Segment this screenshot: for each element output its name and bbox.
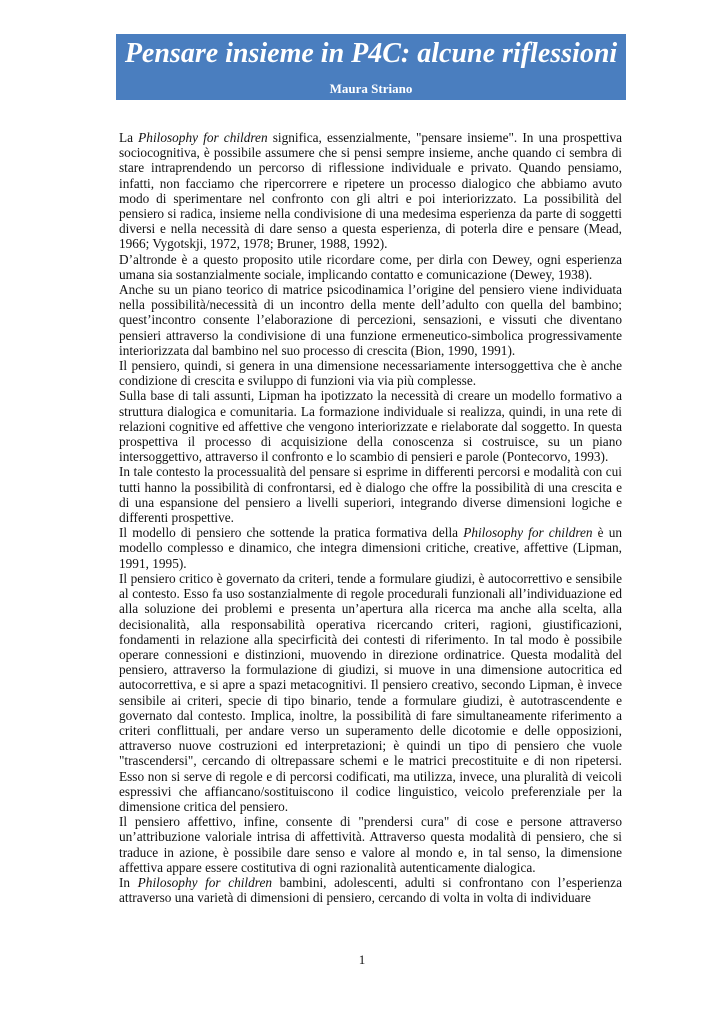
paragraph: [119, 464, 622, 525]
text-run: In: [119, 874, 138, 890]
text-run: bambini, adolescenti, adulti si confrontano con l’esperienza attraverso una varietà di dimensioni di pensiero, cercando di volta in volta di individuare: [119, 874, 622, 906]
author-name: Maura Striano: [329, 81, 413, 96]
paragraph: [119, 130, 622, 252]
paragraph: [119, 252, 622, 282]
text-run: Il pensiero, quindi, si genera in una dimensione necessariamente intersoggettiva che è anche condizione di crescita e sviluppo di funzioni via via più complesse.: [119, 358, 622, 389]
paragraph: [119, 525, 622, 571]
title-banner: [116, 34, 626, 100]
paragraph: [119, 571, 622, 814]
text-run: significa, essenzialmente, "pensare insieme". In una prospettiva sociocognitiva, è possibile assumere che si pensi sempre insieme, anche quando ci sembra di stare intraprendendo un percorso di riflessione individuale e privato. Quando pensiamo, infatti, non facciamo che ripercorrere e ripetere un processo dialogico che abbiamo avuto modo di sperimentare nel confronto con gli altri e poi interiorizzato. La possibilità del pensiero si radica, insieme nella condivisione di una medesima esperienza da parte di soggetti diversi e nella necessità di dare senso a questa esperienza, di poterla dire e pensare (Mead, 1966; Vygotskji, 1972, 1978; Bruner, 1988, 1992).: [119, 130, 622, 252]
italic-text: Philosophy for children: [137, 874, 273, 890]
page-number: 1: [358, 952, 366, 967]
paragraph: [119, 875, 622, 905]
paragraph: [119, 282, 622, 358]
text-run: Il modello di pensiero che sottende la pratica formativa della: [119, 525, 464, 541]
paragraph: [119, 388, 622, 464]
text-run: Il pensiero critico è governato da criteri, tende a formulare giudizi, è autocorrettivo e sensibile al contesto. Esso fa uso sostanzialmente di regole procedurali funzionali all’individuazione ed alla soluzione dei problemi e presenta un’apertura alla ricerca ma anche alla scelta, alla decisionalità, alla responsabilità operativa ricercando criteri, ragioni, giustificazioni, fondamenti in relazione alla specirficità dei contesti di riferimento. In tal modo è possibile operare connessioni e distinzioni, muovendo in direzione ordinatrice. Questa modalità del pensiero, attraverso la formulazione di giudizi, si muove in una dimensione autocritica ed autocorrettiva, e si apre a spazi metacognitivi. Il pensiero creativo, secondo Lipman, è invece sensibile ai criteri, specie di tipo binario, tende a formulare giudizi, è autotrascendente e governato dal contesto. Implica, inoltre, la possibilità di fare simultaneamente riferimento a criteri conflittuali, per andare verso un superamento delle dicotomie e delle opposizioni, attraverso nuove costruzioni ed interpretazioni; è quindi un tipo di pensiero che vuole "trascendersi", cercando di oltrepassare schemi e le matrici precostituite e di non ripetersi. Esso non si serve di regole e di percorsi codificati, ma utilizza, invece, una pluralità di veicoli espressivi che affiancano/sostituiscono il codice linguistico, veicolo preferenziale per la dimensione critica del pensiero.: [119, 570, 622, 814]
paragraph: [119, 358, 622, 388]
text-run: Sulla base di tali assunti, Lipman ha ipotizzato la necessità di creare un modello formativo a struttura dialogica e comunitaria. La formazione individuale si realizza, quindi, in una rete di relazioni cognitive ed affettive che vengono interiorizzate e rielaborate dal soggetto. In questa prospettiva il processo di acquisizione della conoscenza si costruisce, su un piano intersoggettivo, attraverso il confronto e lo scambio di pensieri e parole (Pontecorvo, 1993).: [119, 388, 622, 465]
text-run: In tale contesto la processualità del pensare si esprime in differenti percorsi e modalità con cui tutti hanno la possibilità di confrontarsi, ed è dialogo che offre la possibilità di una crescita e di una espansione del pensiero a livelli superiori, integrando diverse dimensioni logiche e differenti prospettive.: [119, 464, 622, 526]
italic-text: Philosophy for children: [463, 525, 593, 541]
text-run: La: [119, 130, 139, 145]
paragraph: [119, 814, 622, 875]
body-text: [119, 130, 622, 905]
text-run: D’altronde è a questo proposito utile ricordare come, per dirla con Dewey, ogni esperienza umana sia sostanzialmente sociale, implicando contatto e comunicazione (Dewey, 1938).: [119, 251, 622, 282]
italic-text: Philosophy for children: [138, 130, 268, 145]
text-run: Il pensiero affettivo, infine, consente di "prendersi cura" di cose e persone attraverso un’attribuzione valoriale intrisa di affettività. Attraverso questa modalità di pensiero, che si traduce in azione, è possibile dare senso e valore al mondo e, in tal senso, la dimensione affettiva appare essere costitutiva di ogni razionalità autenticamente dialogica.: [119, 814, 622, 875]
text-run: Anche su un piano teorico di matrice psicodinamica l’origine del pensiero viene individuata nella possibilità/necessità di un incontro della mente dell’adulto con quella del bambino; quest’incontro consente l’elaborazione di percezioni, sensazioni, e vissuti che diventano pensieri attraverso la condivisione di una funzione ermeneutico-simbolica progressivamente interiorizzata dal bambino nel suo processo di crescita (Bion, 1990, 1991).: [119, 282, 622, 358]
page-title: Pensare insieme in P4C: alcune riflessioni: [124, 38, 618, 69]
text-run: è un modello complesso e dinamico, che integra dimensioni critiche, creative, affettive (Lipman, 1991, 1995).: [119, 525, 622, 571]
